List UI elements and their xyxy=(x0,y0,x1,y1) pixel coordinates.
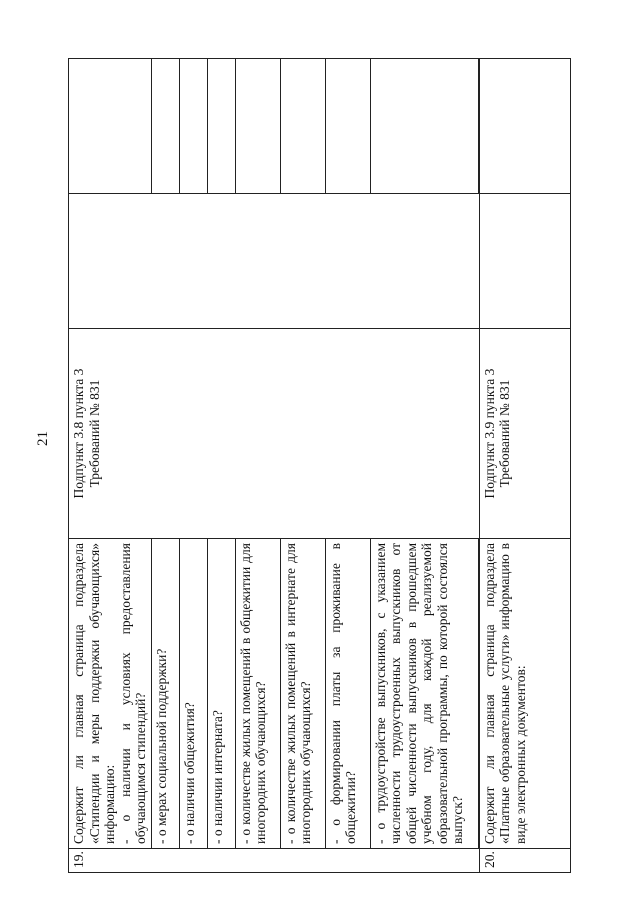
table-row xyxy=(69,59,152,873)
table-row xyxy=(479,59,571,873)
question-text: - о наличии интерната? xyxy=(207,539,235,849)
document-frame xyxy=(68,59,571,873)
row-number: 19. xyxy=(69,849,480,873)
answer-cell xyxy=(325,59,370,194)
requirements-table xyxy=(68,58,571,873)
reference-cell: Подпункт 3.8 пункта 3 Требований № 831 xyxy=(69,329,480,539)
answer-cell xyxy=(479,59,571,194)
row-number: 20. xyxy=(479,849,571,873)
question-text: Содержит ли главная страница подраздела «Платные образовательные услуги» информацию в виде электронных документов: xyxy=(479,539,571,849)
page-number: 21 xyxy=(35,431,51,446)
question-text: Содержит ли главная страница подраздела «Стипендии и меры поддержки обучающихся» информацию: xyxy=(71,543,117,844)
question-text: - о наличии общежития? xyxy=(179,539,207,849)
question-text: - о наличии и условиях предоставления обучающимся стипендий? xyxy=(117,543,148,844)
question-text: - о мерах социальной поддержки? xyxy=(151,539,179,849)
answer-cell xyxy=(179,59,207,194)
answer-cell xyxy=(151,59,179,194)
question-text: - о количестве жилых помещений в интернате для иногородних обучающихся? xyxy=(280,539,325,849)
answer-cell xyxy=(69,194,480,329)
question-text: - о формировании платы за проживание в общежитии? xyxy=(325,539,370,849)
question-cell xyxy=(69,539,152,849)
answer-cell xyxy=(69,59,152,194)
answer-cell xyxy=(235,59,280,194)
reference-cell: Подпункт 3.9 пункта 3 Требований № 831 xyxy=(479,329,571,539)
question-text: - о количестве жилых помещений в общежитии для иногородних обучающихся? xyxy=(235,539,280,849)
question-text: - о трудоустройстве выпускников, с указанием численности трудоустроенных выпускников от общей численности выпускников в прошедшем учебном году, для каждой реализуемой образовательной программы, по которой состоялся выпуск? xyxy=(370,539,478,849)
answer-cell xyxy=(370,59,478,194)
answer-cell xyxy=(479,194,571,329)
answer-cell xyxy=(207,59,235,194)
answer-cell xyxy=(280,59,325,194)
